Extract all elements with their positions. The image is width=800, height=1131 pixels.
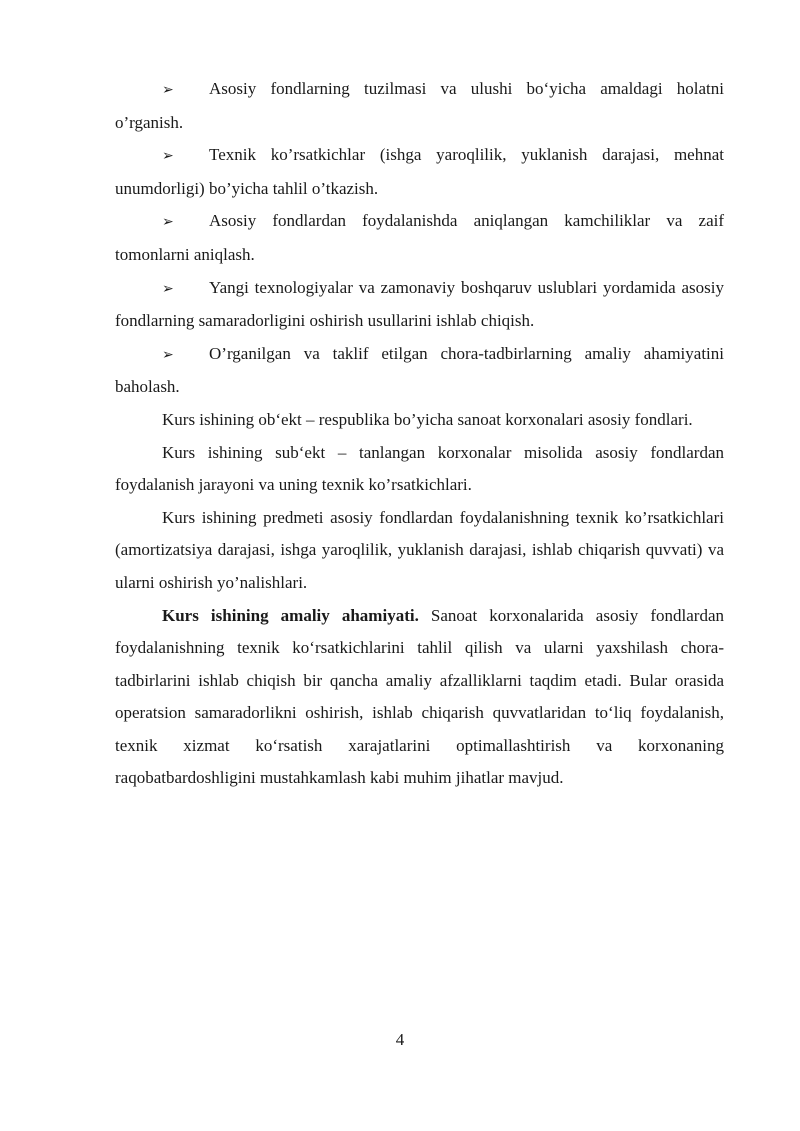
practical-significance-heading: Kurs ishining amaliy ahamiyati. — [162, 605, 419, 625]
list-item — [115, 205, 724, 271]
list-item — [115, 73, 724, 139]
arrow-bullet-icon: ➢ — [162, 280, 174, 297]
list-item-text: Asosiy fondlarning tuzilmasi va ulushi bo‘yicha amaldagi holatni o’rganish. — [115, 79, 724, 132]
practical-significance-text: Sanoat korxonalarida asosiy fondlardan foydalanishning texnik ko‘rsatkichlarini tahlil qilish va ularni yaxshilash chora-tadbirlarini ishlab chiqish bir qancha amaliy afzalliklarni taqdim etadi. Bular orasida operatsion samaradorlikni oshirish, ishlab chiqarish quvvatlaridan to‘liq foydalanish, texnik xizmat ko‘rsatish xarajatlarini optimallashtirish va korxonaning raqobatbardoshligini mustahkamlash kabi muhim jihatlar mavjud. — [115, 605, 725, 788]
page-number: 4 — [395, 1030, 405, 1049]
list-item — [115, 338, 724, 404]
list-item — [115, 272, 724, 338]
arrow-bullet-icon: ➢ — [162, 82, 174, 98]
arrow-bullet-icon: ➢ — [162, 346, 174, 363]
document-body — [115, 73, 724, 795]
object-paragraph: Kurs ishining ob‘ekt – respublika bo’yicha sanoat korxonalari asosiy fondlari. — [162, 409, 693, 429]
practical-significance-paragraph — [115, 600, 724, 796]
list-item-text: Yangi texnologiyalar va zamonaviy boshqaruv uslublari yordamida asosiy fondlarning samaradorligini oshirish usullarini ishlab chiqish. — [115, 277, 724, 331]
subject-paragraph: Kurs ishining sub‘ekt – tanlangan korxonalar misolida asosiy fondlardan foydalanish jarayoni va uning texnik ko’rsatkichlari. — [115, 442, 724, 495]
list-item-text: O’rganilgan va taklif etilgan chora-tadbirlarning amaliy ahamiyatini baholash. — [115, 343, 724, 397]
arrow-bullet-icon: ➢ — [162, 214, 174, 231]
list-item-text: Asosiy fondlardan foydalanishda aniqlangan kamchiliklar va zaif tomonlarni aniqlash. — [115, 211, 724, 264]
list-item-text: Texnik ko’rsatkichlar (ishga yaroqlilik, yuklanish darajasi, mehnat unumdorligi) bo’yicha tahlil o’tkazish. — [115, 145, 724, 198]
list-item — [115, 139, 724, 205]
predmet-paragraph: Kurs ishining predmeti asosiy fondlardan foydalanishning texnik ko’rsatkichlari (amortizatsiya darajasi, ishga yaroqlilik, yuklanish darajasi, ishlab chiqarish quvvati) va ularni oshirish yo’nalishlari. — [115, 507, 724, 592]
arrow-bullet-icon: ➢ — [162, 148, 174, 165]
